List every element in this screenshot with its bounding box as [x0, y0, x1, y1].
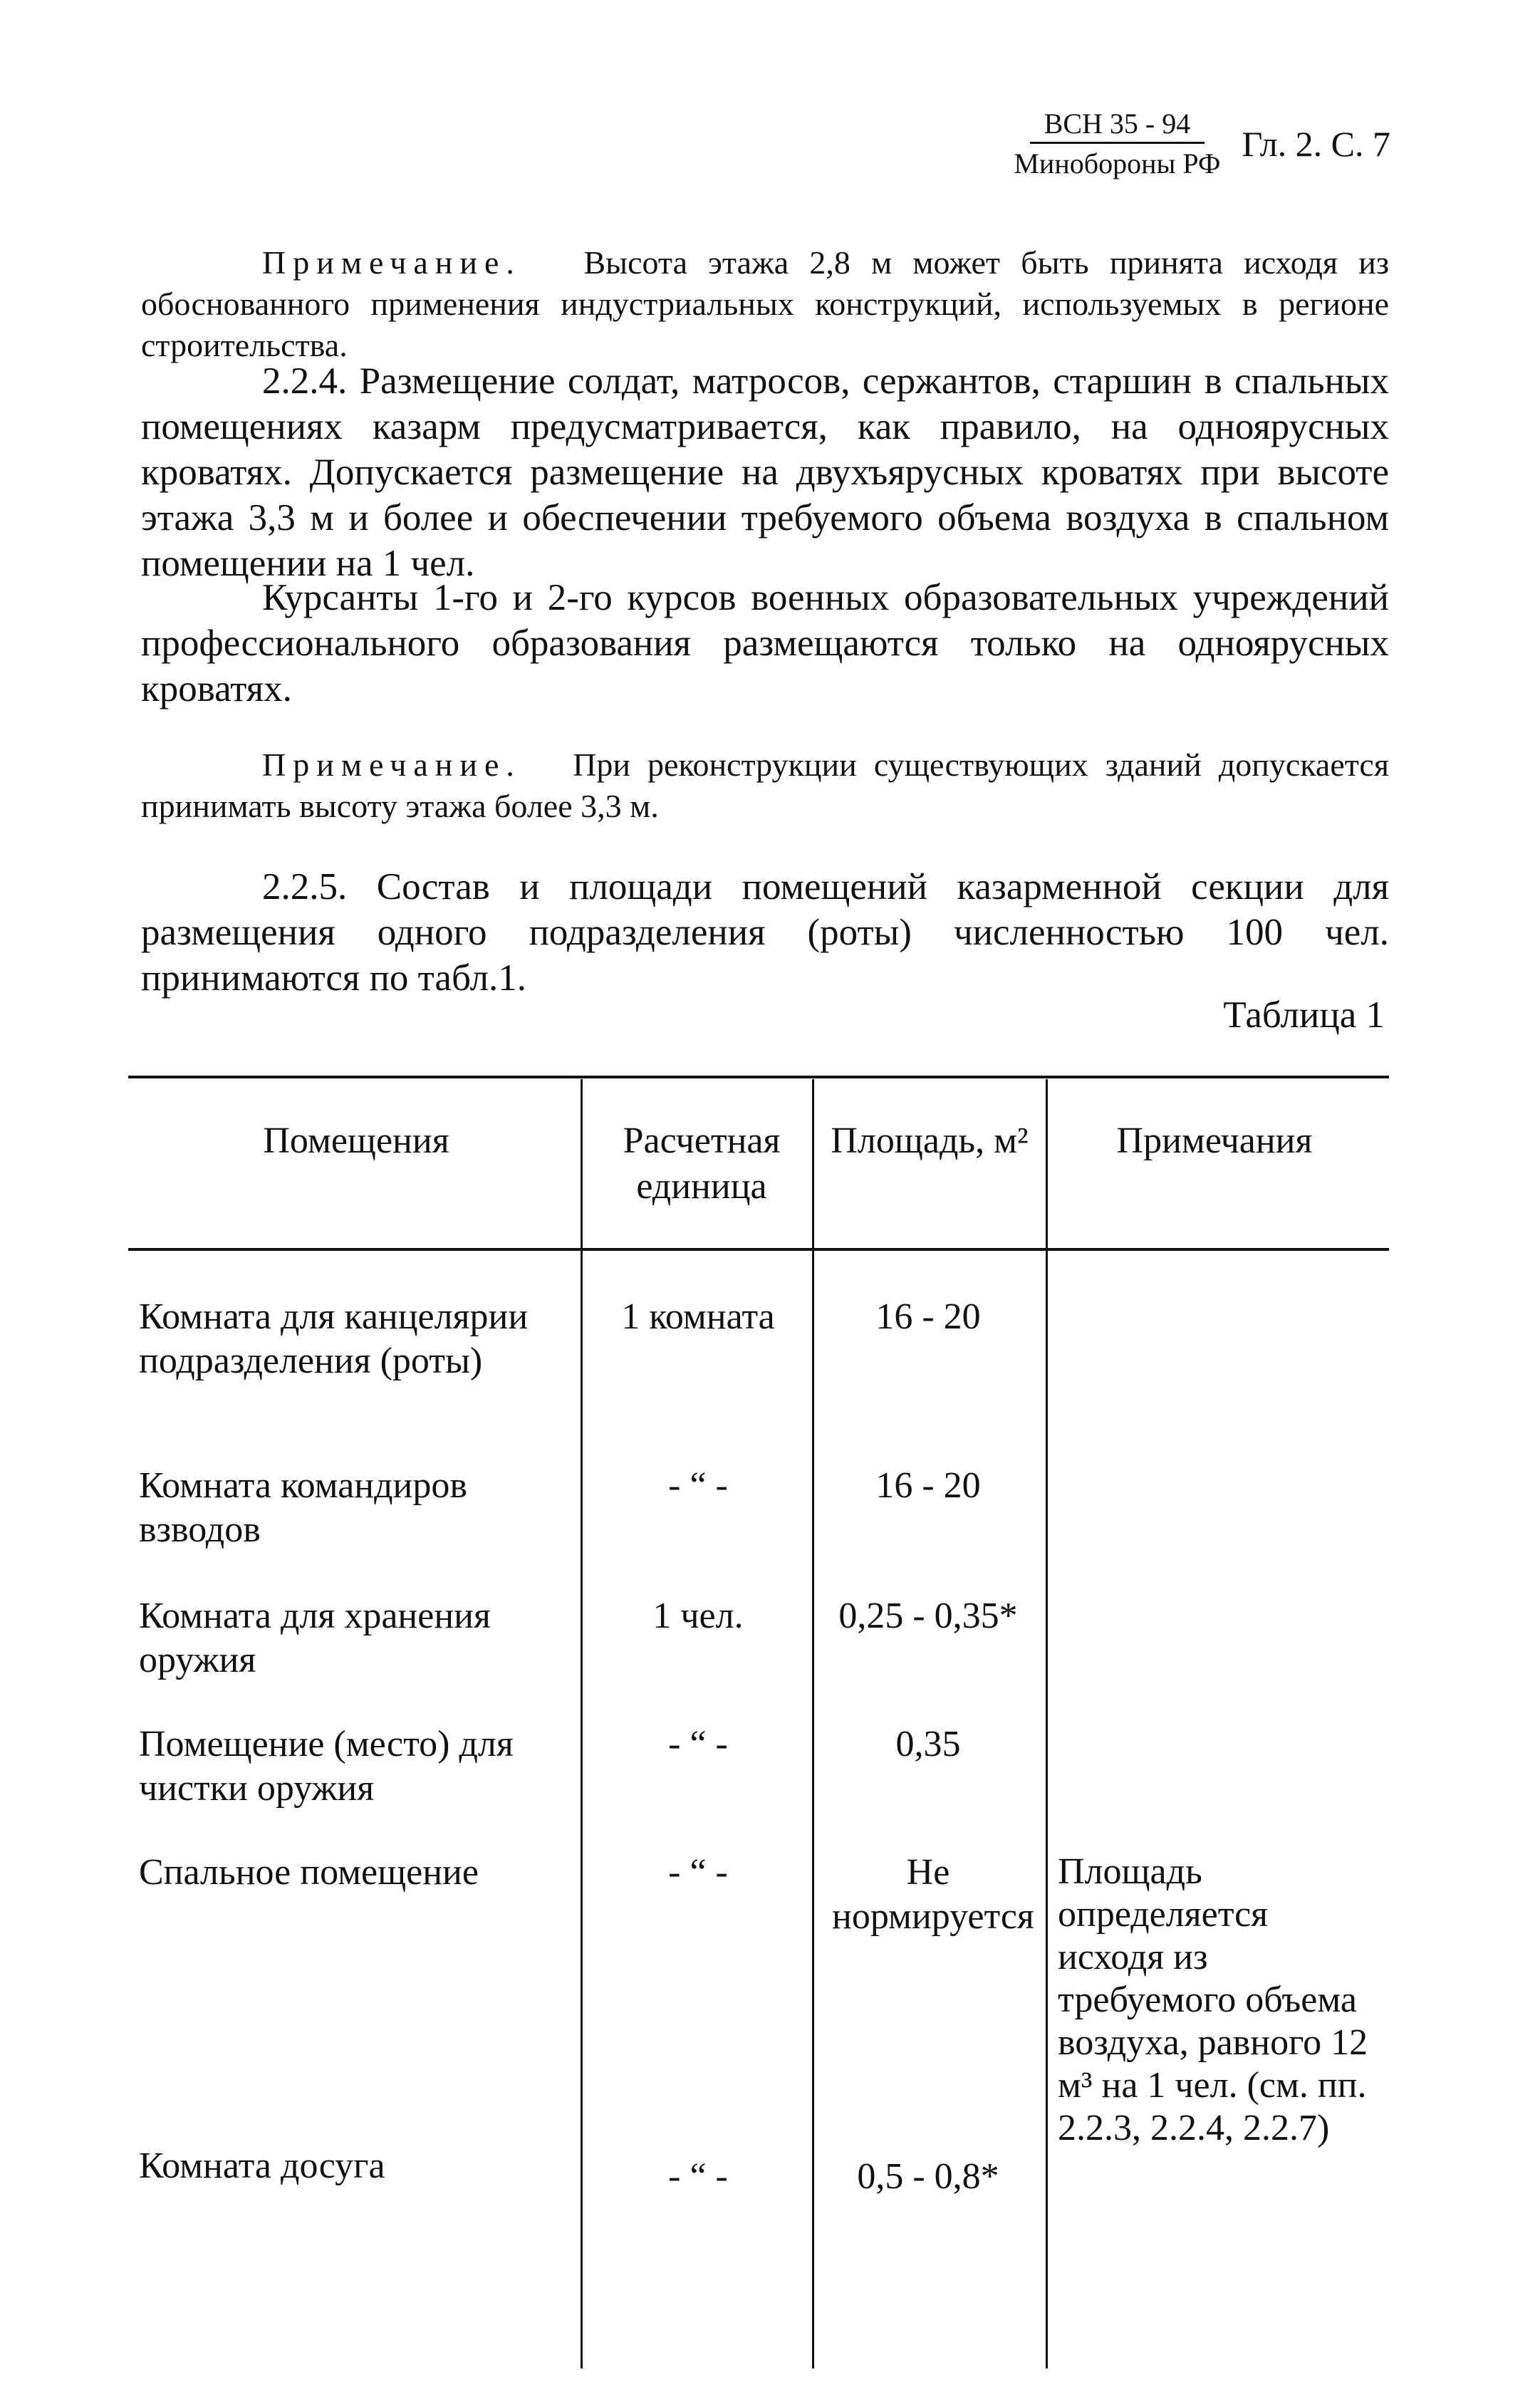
table-row-name: Комната для хранения оружия: [139, 1596, 491, 1680]
table-header-rooms: Помещения: [263, 1120, 449, 1161]
table-row-name: Комната командиров взводов: [139, 1465, 467, 1550]
organization: Минобороны РФ: [1014, 147, 1221, 180]
paragraph-2-2-4-text: 2.2.4. Размещение солдат, матросов, сержантов, старшин в спальных помещениях казарм предусматривается, как правило, на одноярусных кроватях. Допускается размещение на двухъярусных кроватях при высоте этажа 3,3 м и более и обеспечении требуемого объема воздуха в спальном помещении на 1 чел.: [141, 360, 1389, 584]
table-row-area: 0,25 - 0,35*: [838, 1596, 1018, 1636]
table-row-unit: 1 комната: [621, 1296, 775, 1337]
page-header: [1014, 107, 1390, 180]
table-row-name: Помещение (место) для чистки оружия: [139, 1724, 514, 1809]
table-row-area: 0,35: [895, 1724, 961, 1764]
note-2: [141, 744, 1389, 827]
doc-reference: [1014, 107, 1220, 180]
table-header-notes: Примечания: [1116, 1120, 1313, 1161]
table-row-area: 16 - 20: [875, 1465, 981, 1506]
table-row-unit: 1 чел.: [652, 1596, 744, 1636]
table-row-name: Комната для канцелярии подразделения (роты): [139, 1296, 529, 1381]
doc-code: ВСН 35 - 94: [1030, 107, 1205, 144]
paragraph-cadets: [141, 575, 1389, 712]
table-column-divider: [812, 1079, 814, 2368]
table-header-unit: Расчетная единица: [623, 1120, 781, 1207]
note-1: [141, 242, 1389, 366]
table-row-area: 0,5 - 0,8*: [857, 2156, 999, 2197]
page-reference: Гл. 2. С. 7: [1242, 123, 1390, 164]
table-row-unit: - “ -: [668, 2156, 728, 2197]
table-caption: Таблица 1: [1223, 994, 1385, 1036]
note-2-text: При реконструкции существующих зданий допускается принимать высоту этажа более 3,3 м.: [141, 747, 1389, 824]
note-1-text: Высота этажа 2,8 м может быть принята исходя из обоснованного применения индустриальных конструкций, используемых в регионе строительства.: [141, 244, 1389, 363]
paragraph-2-2-4: [141, 358, 1389, 586]
table-row-unit: - “ -: [668, 1852, 728, 1893]
note-2-label: Примечание.: [262, 747, 521, 783]
table-column-divider: [1046, 1079, 1048, 2368]
table-top-rule: [128, 1076, 1389, 1078]
table-row-area: Не нормируется: [832, 1852, 1034, 1937]
table-header-area: Площадь, м²: [831, 1120, 1029, 1161]
note-1-label: Примечание.: [262, 244, 521, 281]
table-header-rule: [128, 1248, 1389, 1251]
paragraph-cadets-text: Курсанты 1-го и 2-го курсов военных образовательных учреждений профессионального образования размещаются только на одноярусных кроватях.: [141, 577, 1389, 709]
table-column-divider: [581, 1079, 583, 2368]
paragraph-2-2-5: [141, 864, 1389, 1001]
table-row-note: Площадь определяется исходя из требуемого объема воздуха, равного 12 м³ на 1 чел. (см. пп. 2.2.3, 2.2.4, 2.2.7): [1058, 1851, 1368, 2148]
table-row-area: 16 - 20: [875, 1296, 981, 1337]
table-row-unit: - “ -: [668, 1724, 728, 1764]
paragraph-2-2-5-text: 2.2.5. Состав и площади помещений казарменной секции для размещения одного подразделения (роты) численностью 100 чел. принимаются по табл.1.: [141, 866, 1389, 999]
table-row-unit: - “ -: [668, 1465, 728, 1506]
table-row-name: Комната досуга: [139, 2146, 385, 2186]
table-row-name: Спальное помещение: [139, 1852, 479, 1893]
